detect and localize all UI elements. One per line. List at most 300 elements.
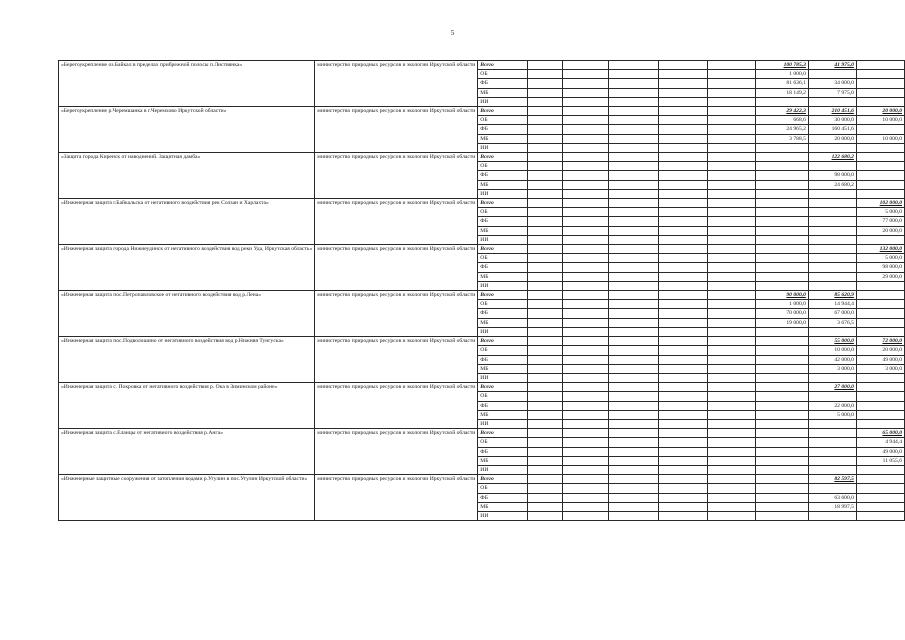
table-row — [59, 429, 905, 438]
amount-cell: 7 975,0 — [808, 88, 856, 97]
amount-cell — [708, 217, 756, 226]
amount-cell — [563, 263, 609, 272]
amount-cell — [609, 465, 658, 474]
amount-cell — [708, 465, 756, 474]
amount-cell — [609, 383, 658, 392]
amount-cell: 77 000,0 — [856, 217, 904, 226]
amount-cell — [708, 208, 756, 217]
funding-source: ОБ — [478, 300, 528, 309]
project-name: «Инженерная защита пос.Петропавловское от негативного воздействия вод р.Лена» — [59, 291, 315, 337]
amount-cell: 24 680,2 — [808, 180, 856, 189]
amount-cell — [708, 346, 756, 355]
amount-cell — [609, 493, 658, 502]
project-executor: министерство природных ресурсов и экологии Иркутской области — [315, 245, 478, 291]
amount-cell — [528, 245, 563, 254]
amount-cell — [563, 309, 609, 318]
funding-source: ИИ — [478, 189, 528, 198]
amount-cell — [856, 502, 904, 511]
funding-source: ИИ — [478, 419, 528, 428]
amount-cell — [563, 79, 609, 88]
amount-cell — [755, 226, 808, 235]
amount-cell — [609, 107, 658, 116]
amount-cell — [808, 327, 856, 336]
funding-source: Всего — [478, 337, 528, 346]
project-name: «Инженерная защита города Нижнеудинск от негативного воздействия вод реки Уда, Иркутская область» — [59, 245, 315, 291]
amount-cell — [755, 502, 808, 511]
amount-cell — [528, 171, 563, 180]
amount-cell — [708, 373, 756, 382]
amount-cell — [755, 199, 808, 208]
amount-cell — [856, 180, 904, 189]
amount-cell — [658, 456, 707, 465]
amount-cell — [708, 511, 756, 520]
amount-cell — [708, 189, 756, 198]
amount-cell — [658, 484, 707, 493]
amount-cell — [658, 383, 707, 392]
amount-cell — [856, 419, 904, 428]
amount-cell — [609, 281, 658, 290]
amount-cell — [609, 447, 658, 456]
amount-cell — [563, 70, 609, 79]
amount-cell — [708, 125, 756, 134]
funding-source: ИИ — [478, 143, 528, 152]
amount-cell — [563, 502, 609, 511]
amount-cell — [528, 70, 563, 79]
amount-cell — [856, 143, 904, 152]
amount-cell — [808, 456, 856, 465]
amount-cell: 20 000,0 — [856, 107, 904, 116]
amount-cell — [563, 447, 609, 456]
amount-cell — [609, 484, 658, 493]
amount-cell — [755, 475, 808, 484]
funding-source: Всего — [478, 475, 528, 484]
project-executor: министерство природных ресурсов и экологии Иркутской области — [315, 475, 478, 521]
page-number: 5 — [450, 29, 455, 37]
amount-cell — [856, 401, 904, 410]
amount-cell — [755, 447, 808, 456]
amount-cell — [528, 272, 563, 281]
amount-cell — [755, 429, 808, 438]
amount-cell — [708, 281, 756, 290]
amount-cell: 210 451,6 — [808, 107, 856, 116]
amount-cell — [528, 162, 563, 171]
amount-cell: 72 000,0 — [856, 337, 904, 346]
amount-cell — [856, 383, 904, 392]
amount-cell — [808, 235, 856, 244]
amount-cell — [658, 475, 707, 484]
amount-cell — [755, 373, 808, 382]
amount-cell — [755, 272, 808, 281]
funding-source: МБ — [478, 180, 528, 189]
amount-cell — [563, 107, 609, 116]
table-row — [59, 61, 905, 70]
project-executor: министерство природных ресурсов и экологии Иркутской области — [315, 153, 478, 199]
amount-cell — [856, 291, 904, 300]
amount-cell — [609, 355, 658, 364]
amount-cell — [808, 392, 856, 401]
amount-cell — [528, 189, 563, 198]
amount-cell: 27 000,0 — [808, 383, 856, 392]
amount-cell — [658, 272, 707, 281]
amount-cell — [528, 281, 563, 290]
amount-cell — [563, 208, 609, 217]
funding-source: ОБ — [478, 392, 528, 401]
amount-cell — [755, 465, 808, 474]
amount-cell — [856, 88, 904, 97]
amount-cell — [708, 291, 756, 300]
amount-cell — [528, 475, 563, 484]
amount-cell — [658, 61, 707, 70]
amount-cell — [528, 153, 563, 162]
project-name: «Защита города Киренск от наводнений. Защитная дамба» — [59, 153, 315, 199]
amount-cell — [808, 511, 856, 520]
amount-cell — [563, 171, 609, 180]
amount-cell — [808, 419, 856, 428]
funding-source: ФБ — [478, 79, 528, 88]
amount-cell — [609, 309, 658, 318]
amount-cell — [856, 171, 904, 180]
amount-cell — [708, 456, 756, 465]
amount-cell — [856, 309, 904, 318]
amount-cell — [609, 199, 658, 208]
amount-cell — [658, 245, 707, 254]
amount-cell — [609, 254, 658, 263]
funding-source: ИИ — [478, 327, 528, 336]
amount-cell — [856, 70, 904, 79]
amount-cell — [856, 511, 904, 520]
amount-cell — [563, 438, 609, 447]
amount-cell — [658, 254, 707, 263]
amount-cell — [609, 410, 658, 419]
amount-cell — [528, 309, 563, 318]
amount-cell — [658, 511, 707, 520]
funding-source: ИИ — [478, 373, 528, 382]
amount-cell: 22 000,0 — [808, 401, 856, 410]
amount-cell — [609, 180, 658, 189]
amount-cell — [563, 355, 609, 364]
amount-cell — [856, 153, 904, 162]
project-name: «Инженерная защита с.Еланцы от негативного воздействия р.Анга» — [59, 429, 315, 475]
amount-cell — [563, 346, 609, 355]
amount-cell — [708, 300, 756, 309]
amount-cell — [658, 373, 707, 382]
amount-cell — [658, 364, 707, 373]
funding-source: Всего — [478, 245, 528, 254]
amount-cell: 3 676,5 — [808, 318, 856, 327]
amount-cell — [755, 143, 808, 152]
amount-cell: 10 000,0 — [808, 346, 856, 355]
amount-cell — [808, 465, 856, 474]
amount-cell — [563, 410, 609, 419]
amount-cell — [658, 419, 707, 428]
table-row — [59, 337, 905, 346]
amount-cell: 102 000,0 — [856, 199, 904, 208]
funding-source: ОБ — [478, 208, 528, 217]
amount-cell: 20 000,0 — [808, 134, 856, 143]
amount-cell — [609, 337, 658, 346]
funding-source: ФБ — [478, 125, 528, 134]
amount-cell: 41 975,0 — [808, 61, 856, 70]
amount-cell: 85 620,9 — [808, 291, 856, 300]
amount-cell — [708, 235, 756, 244]
amount-cell — [609, 272, 658, 281]
amount-cell — [609, 245, 658, 254]
amount-cell — [658, 318, 707, 327]
amount-cell — [528, 327, 563, 336]
funding-source: МБ — [478, 272, 528, 281]
amount-cell — [563, 245, 609, 254]
amount-cell — [528, 300, 563, 309]
amount-cell — [708, 162, 756, 171]
amount-cell — [658, 217, 707, 226]
amount-cell — [563, 511, 609, 520]
amount-cell — [658, 180, 707, 189]
amount-cell: 100 785,3 — [755, 61, 808, 70]
amount-cell — [755, 189, 808, 198]
amount-cell — [708, 419, 756, 428]
amount-cell — [658, 70, 707, 79]
amount-cell: 55 000,0 — [808, 337, 856, 346]
amount-cell — [528, 208, 563, 217]
funding-source: Всего — [478, 107, 528, 116]
amount-cell — [856, 189, 904, 198]
amount-cell — [856, 61, 904, 70]
project-name: «Берегоукрепление р.Черемшанка в г.Черемхово Иркутской области» — [59, 107, 315, 153]
amount-cell — [708, 438, 756, 447]
amount-cell — [808, 97, 856, 106]
amount-cell — [609, 61, 658, 70]
table-row — [59, 199, 905, 208]
amount-cell — [708, 79, 756, 88]
amount-cell — [609, 116, 658, 125]
amount-cell — [563, 318, 609, 327]
amount-cell — [528, 364, 563, 373]
amount-cell — [658, 438, 707, 447]
amount-cell: 24 965,2 — [755, 125, 808, 134]
amount-cell — [856, 373, 904, 382]
amount-cell — [808, 438, 856, 447]
amount-cell: 1 000,0 — [755, 300, 808, 309]
amount-cell — [563, 143, 609, 152]
amount-cell — [609, 346, 658, 355]
amount-cell — [658, 226, 707, 235]
table-row — [59, 291, 905, 300]
amount-cell — [856, 475, 904, 484]
amount-cell — [528, 199, 563, 208]
amount-cell: 4 944,4 — [856, 438, 904, 447]
amount-cell — [609, 97, 658, 106]
amount-cell — [609, 70, 658, 79]
amount-cell — [609, 125, 658, 134]
amount-cell — [658, 208, 707, 217]
amount-cell — [609, 300, 658, 309]
amount-cell — [808, 263, 856, 272]
funding-source: ИИ — [478, 511, 528, 520]
amount-cell — [708, 263, 756, 272]
amount-cell — [563, 217, 609, 226]
project-executor: министерство природных ресурсов и экологии Иркутской области — [315, 337, 478, 383]
amount-cell — [708, 484, 756, 493]
amount-cell — [856, 484, 904, 493]
amount-cell — [609, 88, 658, 97]
amount-cell — [563, 300, 609, 309]
amount-cell: 81 636,1 — [755, 79, 808, 88]
amount-cell — [528, 116, 563, 125]
amount-cell — [658, 107, 707, 116]
amount-cell — [755, 263, 808, 272]
amount-cell: 70 000,0 — [755, 309, 808, 318]
amount-cell — [528, 392, 563, 401]
amount-cell: 10 000,0 — [856, 116, 904, 125]
funding-source: ФБ — [478, 355, 528, 364]
amount-cell — [856, 327, 904, 336]
amount-cell — [755, 171, 808, 180]
amount-cell — [808, 281, 856, 290]
project-name: «Инженерная защита с. Покровка от негативного воздействия р. Ока в Зиминском районе» — [59, 383, 315, 429]
amount-cell — [708, 447, 756, 456]
amount-cell — [708, 107, 756, 116]
amount-cell — [563, 153, 609, 162]
amount-cell — [528, 254, 563, 263]
amount-cell — [755, 153, 808, 162]
amount-cell — [609, 162, 658, 171]
amount-cell — [528, 263, 563, 272]
amount-cell — [609, 217, 658, 226]
amount-cell: 5 000,0 — [808, 410, 856, 419]
amount-cell — [528, 88, 563, 97]
project-executor: министерство природных ресурсов и экологии Иркутской области — [315, 383, 478, 429]
amount-cell — [563, 484, 609, 493]
funding-source: МБ — [478, 456, 528, 465]
amount-cell — [755, 180, 808, 189]
amount-cell — [528, 217, 563, 226]
project-executor: министерство природных ресурсов и экологии Иркутской области — [315, 61, 478, 107]
amount-cell — [808, 70, 856, 79]
amount-cell — [808, 162, 856, 171]
amount-cell — [563, 392, 609, 401]
amount-cell — [609, 456, 658, 465]
amount-cell — [609, 392, 658, 401]
amount-cell: 3 000,0 — [856, 364, 904, 373]
amount-cell — [658, 162, 707, 171]
amount-cell — [528, 355, 563, 364]
funding-source: ОБ — [478, 438, 528, 447]
amount-cell — [755, 493, 808, 502]
amount-cell — [658, 429, 707, 438]
amount-cell: 42 000,0 — [808, 355, 856, 364]
amount-cell — [563, 419, 609, 428]
amount-cell — [755, 245, 808, 254]
amount-cell — [528, 79, 563, 88]
amount-cell — [563, 162, 609, 171]
amount-cell — [563, 383, 609, 392]
amount-cell — [808, 208, 856, 217]
amount-cell — [563, 327, 609, 336]
funding-source: Всего — [478, 429, 528, 438]
amount-cell — [563, 337, 609, 346]
amount-cell — [528, 143, 563, 152]
amount-cell — [856, 79, 904, 88]
amount-cell — [755, 235, 808, 244]
table-row — [59, 153, 905, 162]
amount-cell — [856, 318, 904, 327]
funding-source: МБ — [478, 364, 528, 373]
funding-source: МБ — [478, 226, 528, 235]
amount-cell — [708, 502, 756, 511]
amount-cell — [755, 410, 808, 419]
amount-cell — [528, 134, 563, 143]
amount-cell — [563, 199, 609, 208]
amount-cell — [856, 125, 904, 134]
project-name: «Инженерные защитные сооружения от затопления водами р.Угулин в пос.Угулин Иркутской области» — [59, 475, 315, 521]
amount-cell — [563, 97, 609, 106]
amount-cell — [528, 511, 563, 520]
amount-cell — [808, 272, 856, 281]
amount-cell — [563, 493, 609, 502]
amount-cell — [658, 97, 707, 106]
amount-cell — [609, 208, 658, 217]
amount-cell: 29 000,0 — [856, 272, 904, 281]
amount-cell — [755, 511, 808, 520]
amount-cell — [808, 254, 856, 263]
funding-source: МБ — [478, 502, 528, 511]
amount-cell — [563, 272, 609, 281]
amount-cell: 3 000,0 — [808, 364, 856, 373]
amount-cell — [658, 346, 707, 355]
funding-source: ФБ — [478, 447, 528, 456]
amount-cell — [609, 511, 658, 520]
amount-cell: 5 000,0 — [856, 254, 904, 263]
amount-cell — [808, 373, 856, 382]
amount-cell — [563, 125, 609, 134]
amount-cell — [528, 180, 563, 189]
amount-cell — [708, 245, 756, 254]
amount-cell: 20 000,0 — [856, 226, 904, 235]
amount-cell — [609, 373, 658, 382]
amount-cell — [708, 429, 756, 438]
amount-cell — [609, 364, 658, 373]
amount-cell — [563, 475, 609, 484]
amount-cell — [658, 355, 707, 364]
amount-cell — [708, 134, 756, 143]
amount-cell — [658, 88, 707, 97]
amount-cell — [755, 401, 808, 410]
amount-cell — [755, 281, 808, 290]
amount-cell: 14 944,4 — [808, 300, 856, 309]
amount-cell — [528, 429, 563, 438]
amount-cell — [528, 235, 563, 244]
funding-source: ФБ — [478, 171, 528, 180]
amount-cell — [528, 493, 563, 502]
amount-cell — [658, 447, 707, 456]
amount-cell — [563, 373, 609, 382]
amount-cell: 132 000,0 — [856, 245, 904, 254]
amount-cell — [708, 318, 756, 327]
funding-source: Всего — [478, 61, 528, 70]
amount-cell — [856, 97, 904, 106]
funding-source: Всего — [478, 153, 528, 162]
project-name: «Берегоукрепление оз.Байкал в пределах прибрежной полосы п.Листвянка» — [59, 61, 315, 107]
amount-cell — [528, 456, 563, 465]
amount-cell — [808, 226, 856, 235]
amount-cell — [708, 199, 756, 208]
funding-source: МБ — [478, 410, 528, 419]
amount-cell — [808, 245, 856, 254]
amount-cell — [658, 263, 707, 272]
amount-cell — [808, 143, 856, 152]
amount-cell — [708, 337, 756, 346]
amount-cell: 82 597,5 — [808, 475, 856, 484]
